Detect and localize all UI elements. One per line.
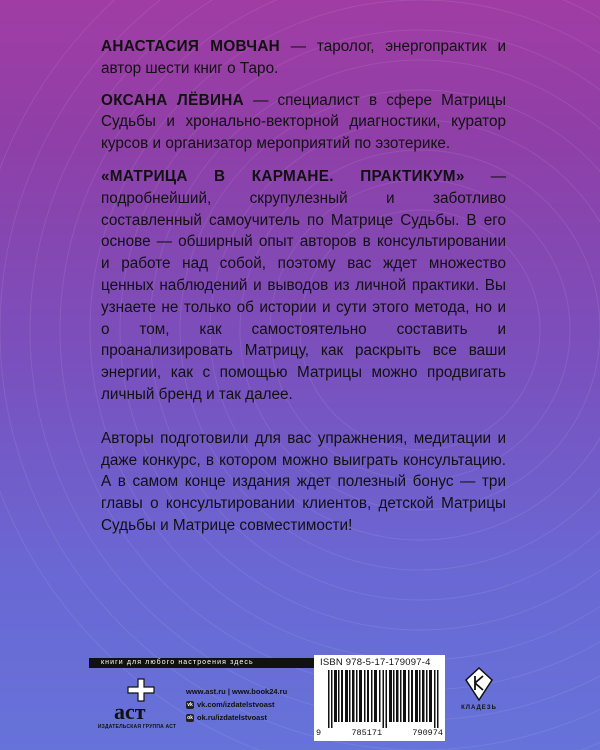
author-name: АНАСТАСИЯ МОВЧАН [101,38,281,55]
tagline-strip: книги для любого настроения здесь [89,658,343,668]
publisher-name: ИЗДАТЕЛЬСКАЯ ГРУППА АСТ [97,724,177,730]
ast-logo-icon [108,675,168,725]
author-bio-movchan [101,36,506,80]
closing-paragraph: Авторы подготовили для вас упражнения, медитации и даже конкурс, в котором можно выиграть консультацию. А в самом конце издания ждет полезный бонус — три главы о консультировании клиентов, детской Матрицы Судьбы и Матрице совместимости! [101,429,506,534]
vk-icon: vk [187,701,193,708]
author-bio-levina [101,90,506,155]
vk-text[interactable]: vk.com/izdatelstvoast [197,700,275,709]
author-name: ОКСАНА ЛЁВИНА [101,91,244,109]
ok-icon: ok [187,714,193,721]
website-links[interactable] [186,685,287,698]
description-text: — подробнейший, скрупулезный и заботливо составленный самоучитель по Матрице Судьбы. В его основе — обширный опыт авторов в консультировании и работе над собой, поэтому вас ждет множество ценных наблюдений и выводов из личной практики. Вы узнаете не только об истории и сути этого метода, но и о том, как самостоятельно составить и проанализировать Матрицу, как раскрыть все ваши энергии, как с помощью Матрицы можно продвигать личный бренд и так далее. [101,167,506,403]
book-title: «МАТРИЦА В КАРМАНЕ. ПРАКТИКУМ» [101,167,465,185]
barcode-icon [328,670,440,728]
book-description [101,166,506,406]
barcode-digits [316,728,443,738]
barcode-digit-group: 9 [316,728,322,738]
ast-logo-text: аст [114,699,146,724]
ok-text[interactable]: ok.ru/izdatelstvoast [197,713,268,722]
website-text[interactable]: www.ast.ru | www.book24.ru [186,687,288,696]
publisher-links [186,685,287,724]
author-bio-text: — специалист в сфере Матрицы Судьбы и хронально-векторной диагностики, куратор курсов и организатор мероприятий по эзотерике. [101,91,506,153]
imprint-name: КЛАДЕЗЬ [461,705,497,711]
author-bio-text: — таролог, энергопрактик и автор шести книг о Таро. [101,38,506,77]
vk-link[interactable] [186,698,287,711]
back-cover-text [101,36,506,537]
barcode-digit-group: 790974 [412,728,443,738]
isbn-label: ISBN 978-5-17-179097-4 [320,657,431,668]
barcode-digit-group: 785171 [351,728,383,738]
kladez-logo-icon [464,666,494,702]
barcode-panel [314,655,445,741]
ok-link[interactable] [186,711,287,724]
